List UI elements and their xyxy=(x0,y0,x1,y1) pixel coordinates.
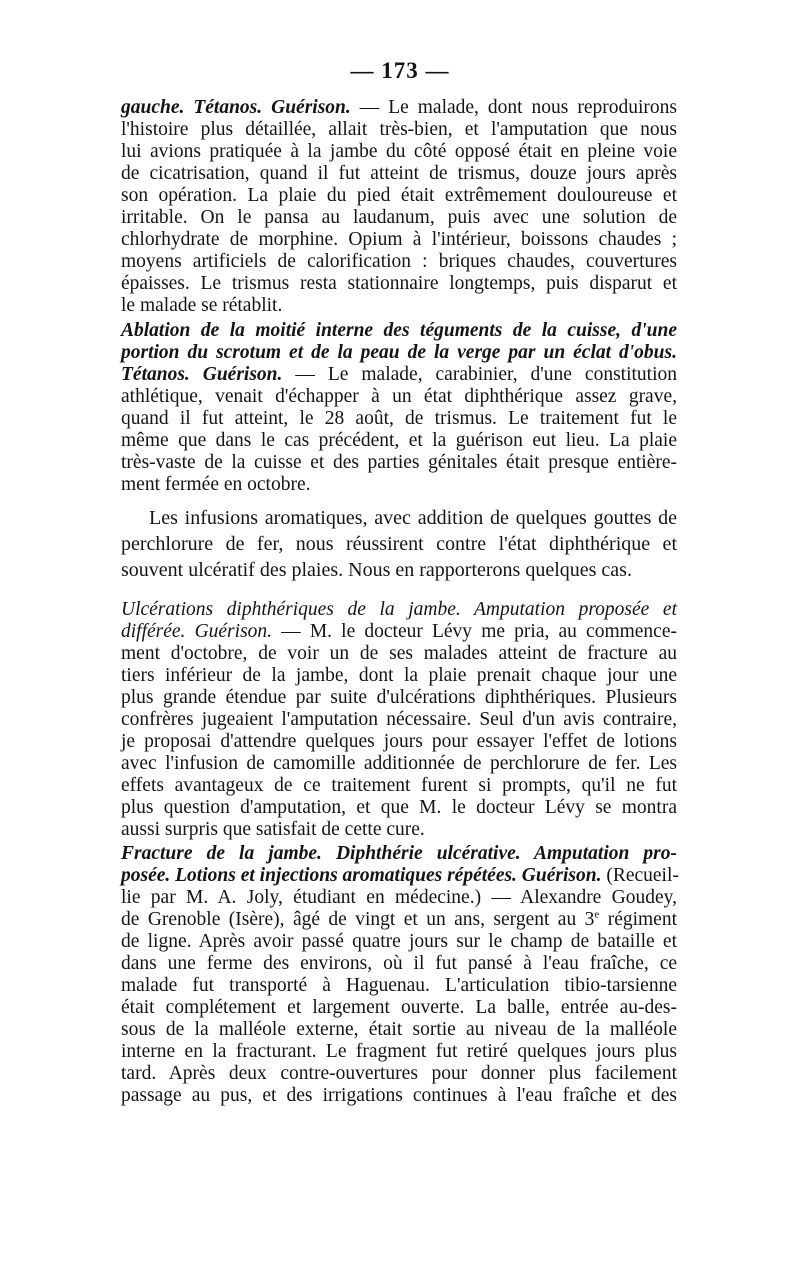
case-heading: différée. Guérison. xyxy=(121,621,273,642)
text-line: ment fermée en octobre. xyxy=(121,474,311,495)
text-line: perchlorure de fer, nous réussirent contre l'état diphthérique et xyxy=(121,533,677,555)
text-line: sous de la malléole externe, était sortie au niveau de la malléole xyxy=(121,1019,677,1040)
text-line xyxy=(121,843,677,865)
text-line: lui avions pratiquée à la jambe du côté opposé était en pleine voie xyxy=(121,141,677,162)
text-line: épaisses. Le trismus resta stationnaire longtemps, puis disparut et xyxy=(121,273,677,294)
text-line: même que dans le cas précédent, et la guérison eut lieu. La plaie xyxy=(121,430,677,451)
text-line: confrères jugeaient l'amputation nécessaire. Seul d'un avis contraire, xyxy=(121,709,677,730)
text-line xyxy=(121,320,677,342)
text-run: — Le malade, carabinier, d'une constitution xyxy=(282,364,678,385)
text-line: effets avantageux de ce traitement furent si prompts, qu'il ne fut xyxy=(121,775,677,796)
text-line: l'histoire plus détaillée, allait très-bien, et l'amputation que nous xyxy=(121,119,677,140)
text-line: était complétement et largement ouverte. La balle, entrée au-des- xyxy=(121,997,677,1018)
text-run: — M. le docteur Lévy me pria, au commence- xyxy=(272,621,677,642)
text-line: de cicatrisation, quand il fut atteint de trismus, douze jours après xyxy=(121,163,677,184)
text-line: tard. Après deux contre-ouvertures pour donner plus facilement xyxy=(121,1063,677,1084)
case-heading: Fracture de la jambe. Diphthérie ulcérative. Amputation pro- xyxy=(121,843,677,864)
text-line: de Grenoble (Isère), âgé de vingt et un ans, sergent au 3e régiment xyxy=(121,908,678,930)
text-line: le malade se rétablit. xyxy=(121,295,283,316)
text-line: moyens artificiels de calorification : briques chaudes, couvertures xyxy=(121,251,677,272)
text-line: dans une ferme des environs, où il fut pansé à l'eau fraîche, ce xyxy=(121,953,677,974)
text-line xyxy=(121,342,677,364)
page-number: — 173 — xyxy=(350,58,450,83)
text-line: aussi surpris que satisfait de cette cure. xyxy=(121,819,425,840)
text-line: interne en la fracturant. Le fragment fut retiré quelques jours plus xyxy=(121,1041,677,1062)
text-line xyxy=(121,364,677,386)
case-heading: gauche. Tétanos. Guérison. xyxy=(121,97,351,118)
text-line: souvent ulcératif des plaies. Nous en rapporterons quelques cas. xyxy=(121,559,632,581)
text-line: je proposai d'attendre quelques jours pour essayer l'effet de lotions xyxy=(121,731,677,752)
text-line: avec l'infusion de camomille additionnée de perchlorure de fer. Les xyxy=(121,753,677,774)
text-line: de ligne. Après avoir passé quatre jours sur le champ de bataille et xyxy=(121,931,677,952)
text-line xyxy=(121,865,677,887)
paragraph-tetanos-case-1 xyxy=(121,97,677,317)
text-line: son opération. La plaie du pied était extrêmement douloureuse et xyxy=(121,185,677,206)
text-line xyxy=(121,621,677,643)
text-line xyxy=(121,599,677,621)
paragraph-ulcerations-case xyxy=(121,599,677,841)
text-line: très-vaste de la cuisse et des parties génitales était presque entière- xyxy=(121,452,677,473)
text-line: irritable. On le pansa au laudanum, puis avec une solution de xyxy=(121,207,677,228)
text-line xyxy=(121,97,677,119)
paragraph-fracture-case xyxy=(121,843,677,1107)
case-heading: Ablation de la moitié interne des téguments de la cuisse, d'une xyxy=(121,320,677,341)
text-line: tiers inférieur de la jambe, dont la plaie prenait chaque jour une xyxy=(121,665,677,686)
text-line: lie par M. A. Joly, étudiant en médecine.) — Alexandre Goudey, xyxy=(121,887,677,908)
paragraph-ablation-case xyxy=(121,320,677,496)
case-heading: Tétanos. Guérison. xyxy=(121,364,283,385)
case-heading: Ulcérations diphthériques de la jambe. Amputation proposée et xyxy=(121,599,677,620)
text-line: plus question d'amputation, et que M. le docteur Lévy se montra xyxy=(121,797,677,818)
text-line: ment d'octobre, de voir un de ses malades atteint de fracture au xyxy=(121,643,677,664)
case-heading: portion du scrotum et de la peau de la verge par un éclat d'obus. xyxy=(121,342,677,363)
text-line: chlorhydrate de morphine. Opium à l'intérieur, boissons chaudes ; xyxy=(121,229,677,250)
text-line: plus grande étendue par suite d'ulcérations diphthériques. Plusieurs xyxy=(121,687,677,708)
text-line: Les infusions aromatiques, avec addition de quelques gouttes de xyxy=(149,507,677,529)
paragraph-aromatic-infusions xyxy=(121,505,677,583)
text-line: passage au pus, et des irrigations continues à l'eau fraîche et des xyxy=(121,1085,677,1106)
text-run: — Le malade, dont nous reproduirons xyxy=(350,97,677,118)
text-line: quand il fut atteint, le 28 août, de trismus. Le traitement fut le xyxy=(121,408,677,429)
text-run: (Recueil- xyxy=(601,865,679,886)
text-line: malade fut transporté à Haguenau. L'articulation tibio-tarsienne xyxy=(121,975,677,996)
case-heading: posée. Lotions et injections aromatiques répétées. Guérison. xyxy=(121,865,602,886)
text-line: athlétique, venait d'échapper à un état diphthérique assez grave, xyxy=(121,386,677,407)
